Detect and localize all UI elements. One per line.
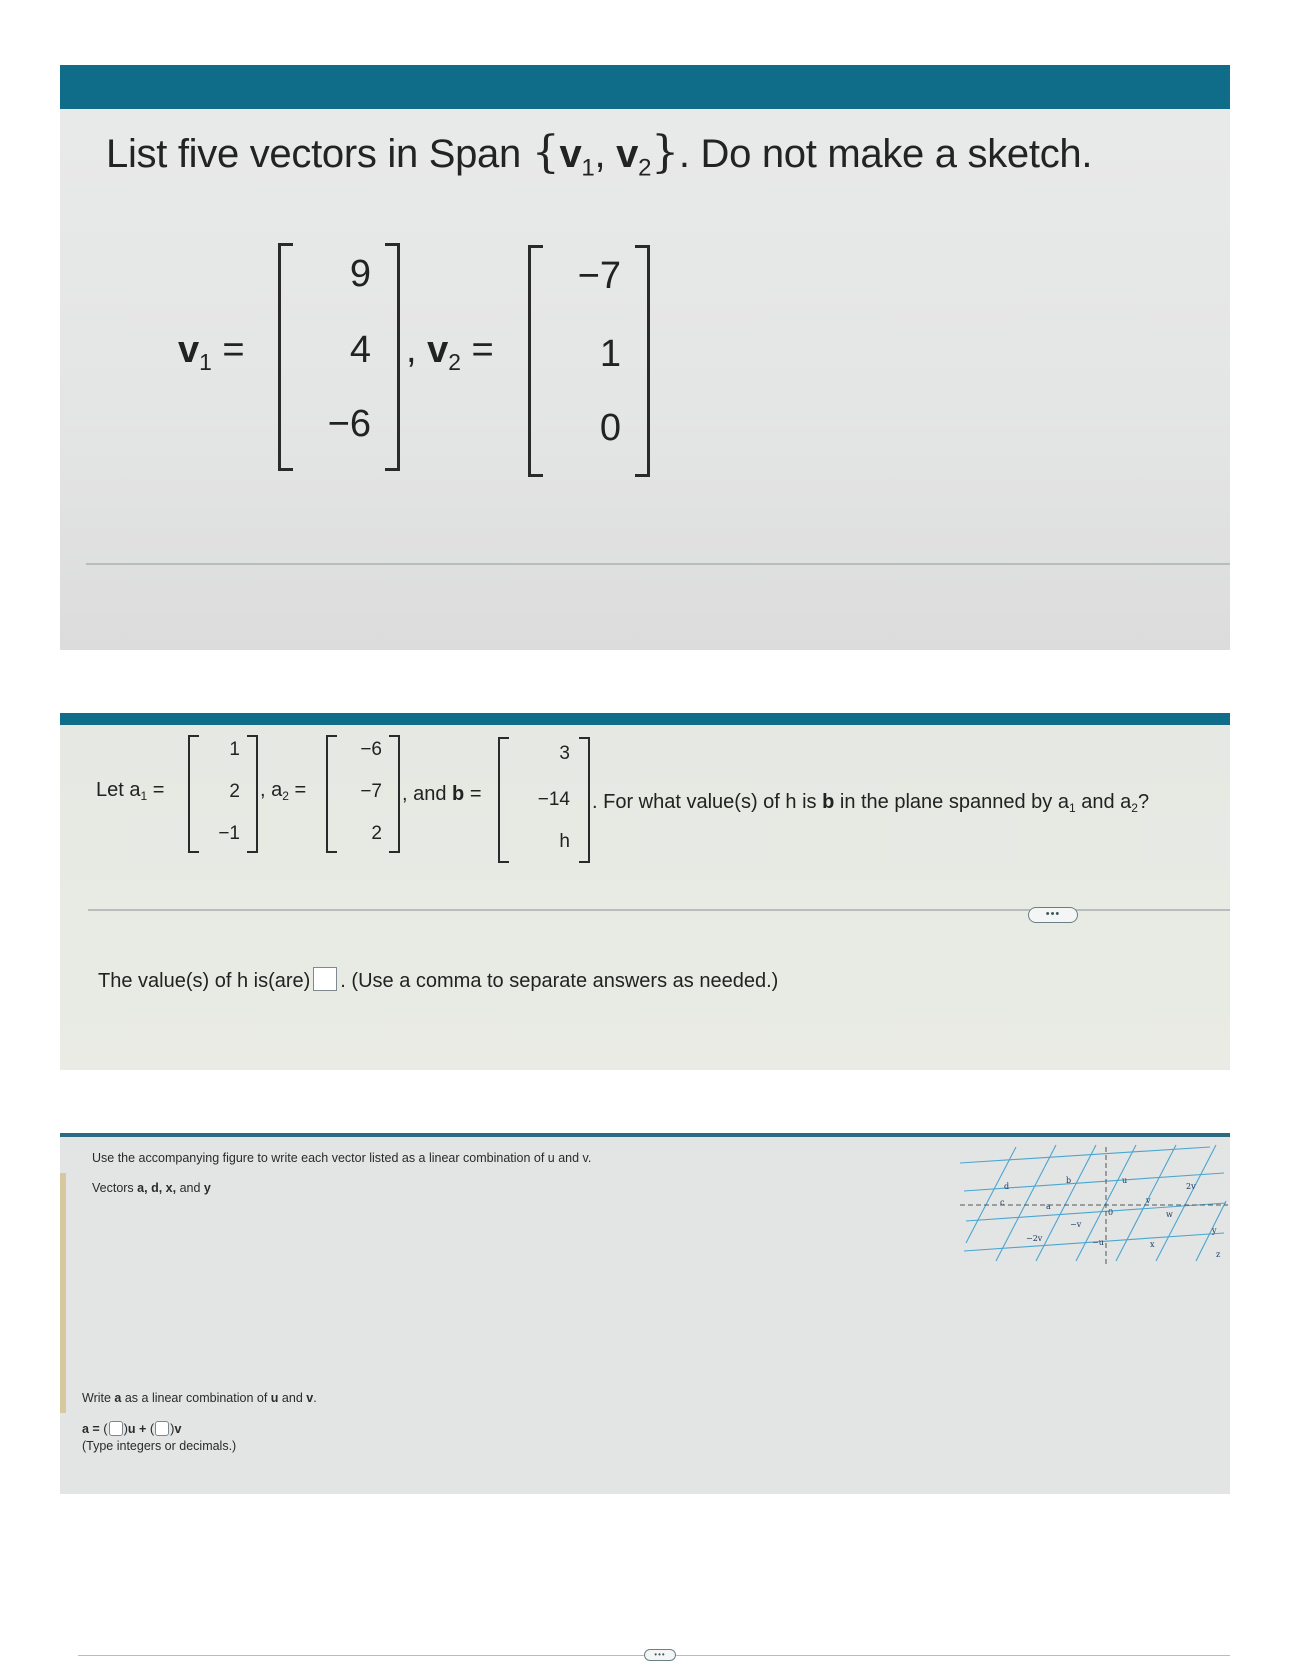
lattice-figure	[960, 1143, 1228, 1271]
question-panel-linear-combination	[60, 1133, 1230, 1659]
fig-label-w: w	[1166, 1210, 1173, 1219]
v2-entry-3: 0	[599, 407, 621, 449]
b-matrix	[498, 737, 590, 863]
fig-label-y: y	[1212, 1226, 1217, 1235]
b-entry-2: −14	[537, 789, 570, 810]
header-bar	[60, 1133, 1230, 1137]
h-answer-input[interactable]	[313, 967, 337, 991]
a2-label: , $a_2$ =	[260, 779, 307, 804]
fig-label-c: c	[1000, 1198, 1005, 1207]
v2-entry-1: −7	[577, 255, 621, 297]
fig-label-origin: 0	[1108, 1208, 1114, 1217]
a1-entry-1: 1	[229, 739, 240, 760]
a2-matrix	[326, 735, 400, 853]
v2-entry-2: 1	[599, 333, 621, 375]
v2-label: , $v_2$ =	[406, 329, 494, 375]
and-b-label: , and b =	[402, 783, 482, 805]
a1-entry-2: 2	[229, 781, 240, 802]
question-panel-span	[60, 65, 1230, 650]
question-title: List five vectors in Span {$v_1$, $v_2$}. Do not make a sketch.	[106, 127, 1093, 182]
fig-label-x: x	[1150, 1240, 1155, 1249]
type-hint: (Type integers or decimals.)	[82, 1439, 237, 1453]
fig-label-neg-u: −u	[1092, 1238, 1104, 1247]
fig-label-d: d	[1004, 1182, 1010, 1191]
side-accent	[60, 1173, 66, 1413]
header-bar	[60, 65, 1230, 109]
fig-label-2v: 2v	[1186, 1182, 1196, 1191]
fig-label-a: a	[1046, 1202, 1051, 1211]
fig-label-b: b	[1066, 1176, 1072, 1185]
v1-entry-2: 4	[349, 329, 371, 371]
show-more-button[interactable]: •••	[644, 1649, 676, 1661]
answer-line: The value(s) of h is(are) . (Use a comma to separate answers as needed.)	[98, 967, 778, 993]
b-entry-1: 3	[559, 743, 570, 764]
fig-label-v: v	[1146, 1196, 1151, 1205]
v2-matrix	[528, 245, 650, 477]
v1-label: $v_1$ =	[178, 329, 245, 375]
fig-label-neg-v: −v	[1070, 1220, 1082, 1229]
a1-matrix	[188, 735, 258, 853]
show-more-button[interactable]: •••	[1028, 907, 1078, 923]
a2-entry-1: −6	[360, 739, 382, 760]
write-instruction: Write a as a linear combination of u and v.	[82, 1391, 317, 1405]
plane-question: . For what value(s) of h is b in the plane spanned by $a_1$ and $a_2$?	[592, 791, 1150, 816]
a2-entry-3: 2	[371, 823, 382, 844]
a1-entry-3: −1	[218, 823, 240, 844]
v-coefficient-input[interactable]	[155, 1421, 169, 1436]
fig-label-neg-2v: −2v	[1026, 1234, 1043, 1243]
fig-label-u: u	[1122, 1176, 1128, 1185]
fig-label-z: z	[1216, 1250, 1221, 1259]
a2-entry-2: −7	[360, 781, 382, 802]
u-coefficient-input[interactable]	[109, 1421, 123, 1436]
instruction-text: Use the accompanying figure to write each vector listed as a linear combination of u and v.	[92, 1151, 592, 1165]
vectors-list: Vectors a, d, x, and y	[92, 1181, 211, 1195]
divider	[86, 563, 1230, 565]
v1-entry-3: −6	[327, 403, 371, 445]
b-entry-3: h	[559, 831, 570, 852]
v1-entry-1: 9	[349, 253, 371, 295]
question-panel-plane	[60, 713, 1230, 1070]
v1-matrix	[278, 243, 400, 471]
header-bar	[60, 713, 1230, 725]
let-a1-label: Let $a_1$ =	[96, 779, 165, 804]
equation-row: a = ( )u + ( )v	[82, 1421, 182, 1436]
